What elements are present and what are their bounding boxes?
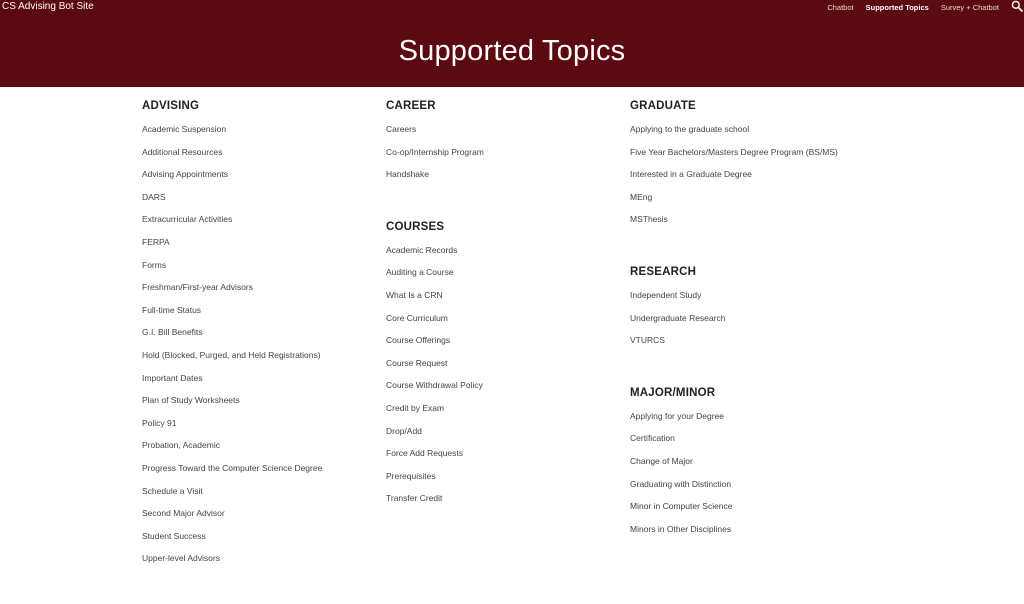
- topic-section-courses: [386, 220, 616, 516]
- topic-link[interactable]: Second Major Advisor: [142, 508, 225, 519]
- top-nav: [827, 2, 1024, 12]
- topic-link[interactable]: Applying for your Degree: [630, 410, 725, 421]
- topic-link[interactable]: Additional Resources: [142, 146, 223, 157]
- topic-link[interactable]: Course Request: [386, 357, 448, 368]
- topic-link[interactable]: Important Dates: [142, 372, 203, 383]
- topic-link[interactable]: Progress Toward the Computer Science Degree: [142, 462, 323, 473]
- topic-link[interactable]: MEng: [630, 191, 653, 202]
- topic-link[interactable]: Undergraduate Research: [630, 312, 726, 323]
- section-heading: COURSES: [386, 220, 445, 233]
- topic-link[interactable]: Probation, Academic: [142, 440, 220, 451]
- topic-link[interactable]: Core Curriculum: [386, 312, 448, 323]
- topic-link[interactable]: Course Offerings: [386, 335, 451, 346]
- topic-link[interactable]: Freshman/First-year Advisors: [142, 282, 253, 293]
- topic-link[interactable]: Prerequisites: [386, 470, 436, 481]
- topic-list: [630, 124, 890, 237]
- topic-link[interactable]: Transfer Credit: [386, 493, 443, 504]
- section-heading: RESEARCH: [630, 265, 697, 278]
- topic-link[interactable]: DARS: [142, 191, 166, 202]
- topic-link[interactable]: Interested in a Graduate Degree: [630, 169, 752, 180]
- topic-section-graduate: [630, 99, 890, 237]
- topics-column-3: [630, 99, 890, 574]
- topic-list: [630, 290, 890, 358]
- topic-link[interactable]: Advising Appointments: [142, 169, 228, 180]
- topic-link[interactable]: Co-op/Internship Program: [386, 146, 484, 157]
- page-title: Supported Topics: [398, 35, 626, 67]
- topic-link[interactable]: Extracurricular Activities: [142, 214, 233, 225]
- section-heading: GRADUATE: [630, 100, 696, 112]
- topic-link[interactable]: Forms: [142, 259, 167, 270]
- topic-link[interactable]: MSThesis: [630, 214, 668, 225]
- site-title[interactable]: CS Advising Bot Site: [2, 1, 94, 12]
- topic-section-major-minor: [630, 386, 890, 547]
- section-heading: ADVISING: [142, 100, 200, 112]
- nav-supported-topics[interactable]: Supported Topics: [865, 2, 929, 12]
- topic-list: [142, 124, 372, 576]
- topic-link[interactable]: Hold (Blocked, Purged, and Held Registrations): [142, 349, 321, 360]
- topic-link[interactable]: Drop/Add: [386, 425, 422, 436]
- topic-link[interactable]: Force Add Requests: [386, 448, 464, 459]
- topic-link[interactable]: Change of Major: [630, 455, 693, 466]
- topic-link[interactable]: Graduating with Distinction: [630, 478, 732, 489]
- topic-link[interactable]: Certification: [630, 433, 675, 444]
- topic-list: [386, 124, 616, 192]
- section-heading: MAJOR/MINOR: [630, 386, 716, 399]
- topic-link[interactable]: Careers: [386, 124, 417, 134]
- topic-link[interactable]: VTURCS: [630, 335, 665, 346]
- topic-link[interactable]: Credit by Exam: [386, 402, 445, 413]
- topic-section-research: [630, 265, 890, 358]
- topic-list: [630, 411, 890, 547]
- topic-link[interactable]: Academic Suspension: [142, 124, 227, 134]
- topics-column-2: [386, 99, 616, 544]
- topic-section-career: [386, 99, 616, 192]
- nav-chatbot[interactable]: Chatbot: [827, 2, 854, 12]
- topic-link[interactable]: Minor in Computer Science: [630, 501, 733, 512]
- topic-link[interactable]: Minors in Other Disciplines: [630, 523, 732, 534]
- topic-link[interactable]: Plan of Study Worksheets: [142, 395, 240, 406]
- section-heading: CAREER: [386, 100, 436, 112]
- topic-link[interactable]: Schedule a Visit: [142, 485, 203, 496]
- topic-link[interactable]: G.I. Bill Benefits: [142, 327, 203, 338]
- topic-link[interactable]: Handshake: [386, 169, 430, 180]
- topic-link[interactable]: Academic Records: [386, 244, 458, 255]
- topic-section-advising: [142, 99, 372, 576]
- topics-column-1: [142, 99, 372, 604]
- topic-link[interactable]: Full-time Status: [142, 304, 202, 315]
- topic-link[interactable]: Course Withdrawal Policy: [386, 380, 483, 391]
- topic-link[interactable]: Student Success: [142, 530, 206, 541]
- topic-link[interactable]: Auditing a Course: [386, 267, 454, 278]
- topic-link[interactable]: What Is a CRN: [386, 289, 443, 300]
- topic-link[interactable]: Policy 91: [142, 417, 177, 428]
- topic-link[interactable]: Five Year Bachelors/Masters Degree Program (BS/MS): [630, 146, 838, 157]
- topic-link[interactable]: Independent Study: [630, 289, 702, 300]
- topic-list: [386, 245, 616, 516]
- topic-link[interactable]: Applying to the graduate school: [630, 124, 750, 134]
- search-icon[interactable]: [1011, 0, 1023, 12]
- topic-link[interactable]: FERPA: [142, 236, 170, 247]
- topic-link[interactable]: Upper-level Advisors: [142, 553, 220, 564]
- header-banner: [0, 0, 1024, 87]
- nav-survey-chatbot[interactable]: Survey + Chatbot: [940, 2, 999, 12]
